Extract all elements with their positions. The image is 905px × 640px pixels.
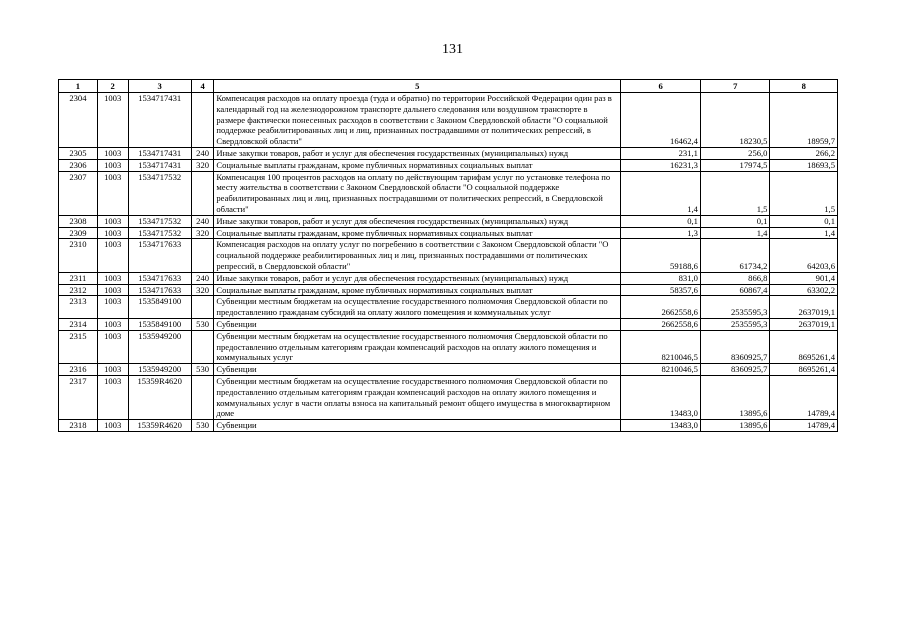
expense-type-cell [191,93,213,148]
amount-year2-cell: 1,4 [700,227,770,239]
budget-table [58,79,838,432]
section-code-cell: 1003 [97,364,128,376]
expense-type-cell: 240 [191,147,213,159]
row-number-cell: 2310 [59,239,98,272]
target-article-cell: 1534717431 [128,147,191,159]
description-cell: Социальные выплаты гражданам, кроме публичных нормативных социальных выплат [214,227,621,239]
section-code-cell: 1003 [97,171,128,215]
section-code-cell: 1003 [97,93,128,148]
amount-year2-cell: 2535595,3 [700,296,770,319]
column-header: 5 [214,80,621,93]
row-number-cell: 2317 [59,375,98,419]
amount-year2-cell: 61734,2 [700,239,770,272]
section-code-cell: 1003 [97,239,128,272]
row-number-cell: 2312 [59,284,98,296]
amount-year1-cell: 831,0 [621,272,701,284]
table-row [59,296,838,319]
amount-year1-cell: 16462,4 [621,93,701,148]
amount-year3-cell: 18693,5 [770,159,838,171]
target-article-cell: 1534717532 [128,171,191,215]
page-number: 131 [442,42,463,57]
amount-year3-cell: 18959,7 [770,93,838,148]
description-cell: Социальные выплаты гражданам, кроме публичных нормативных социальных выплат [214,159,621,171]
amount-year2-cell: 60867,4 [700,284,770,296]
expense-type-cell: 320 [191,284,213,296]
row-number-cell: 2304 [59,93,98,148]
amount-year2-cell: 2535595,3 [700,318,770,330]
amount-year1-cell: 0,1 [621,215,701,227]
amount-year1-cell: 1,3 [621,227,701,239]
expense-type-cell: 240 [191,215,213,227]
target-article-cell: 1535849100 [128,296,191,319]
table-body [59,93,838,432]
amount-year3-cell: 64203,6 [770,239,838,272]
expense-type-cell: 530 [191,420,213,432]
section-code-cell: 1003 [97,215,128,227]
section-code-cell: 1003 [97,284,128,296]
table-row [59,147,838,159]
row-number-cell: 2315 [59,330,98,363]
description-cell: Иные закупки товаров, работ и услуг для обеспечения государственных (муниципальных) нужд [214,272,621,284]
amount-year2-cell: 1,5 [700,171,770,215]
target-article-cell: 1534717633 [128,239,191,272]
table-row [59,215,838,227]
column-header: 3 [128,80,191,93]
description-cell: Компенсация 100 процентов расходов на оплату по действующим тарифам услуг по установке телефона по месту жительства в соответствии с Законом Свердловской области "О социальной поддержке реабилитированных лиц и лиц, признанных пострадавшими от политических репрессий, в Свердловской области" [214,171,621,215]
expense-type-cell [191,171,213,215]
description-cell: Субвенции [214,364,621,376]
amount-year2-cell: 13895,6 [700,420,770,432]
amount-year3-cell: 266,2 [770,147,838,159]
amount-year1-cell: 13483,0 [621,420,701,432]
column-header: 7 [700,80,770,93]
table-row [59,375,838,419]
column-header: 8 [770,80,838,93]
amount-year1-cell: 2662558,6 [621,296,701,319]
expense-type-cell: 530 [191,364,213,376]
section-code-cell: 1003 [97,272,128,284]
amount-year3-cell: 8695261,4 [770,330,838,363]
target-article-cell: 1535849100 [128,318,191,330]
expense-type-cell: 240 [191,272,213,284]
table-row [59,93,838,148]
amount-year1-cell: 13483,0 [621,375,701,419]
amount-year1-cell: 1,4 [621,171,701,215]
column-header: 6 [621,80,701,93]
row-number-cell: 2311 [59,272,98,284]
table-row [59,239,838,272]
amount-year2-cell: 13895,6 [700,375,770,419]
target-article-cell: 1535949200 [128,330,191,363]
row-number-cell: 2318 [59,420,98,432]
expense-type-cell: 530 [191,318,213,330]
target-article-cell: 1534717532 [128,215,191,227]
amount-year3-cell: 0,1 [770,215,838,227]
amount-year2-cell: 256,0 [700,147,770,159]
expense-type-cell [191,330,213,363]
row-number-cell: 2314 [59,318,98,330]
expense-type-cell [191,296,213,319]
amount-year2-cell: 17974,5 [700,159,770,171]
section-code-cell: 1003 [97,147,128,159]
target-article-cell: 15359R4620 [128,420,191,432]
amount-year1-cell: 58357,6 [621,284,701,296]
column-header: 2 [97,80,128,93]
table-row [59,318,838,330]
amount-year1-cell: 8210046,5 [621,364,701,376]
description-cell: Субвенции [214,420,621,432]
amount-year3-cell: 1,4 [770,227,838,239]
amount-year2-cell: 866,8 [700,272,770,284]
target-article-cell: 1534717431 [128,159,191,171]
table-row [59,272,838,284]
amount-year3-cell: 2637019,1 [770,296,838,319]
amount-year2-cell: 18230,5 [700,93,770,148]
expense-type-cell [191,239,213,272]
description-cell: Социальные выплаты гражданам, кроме публичных нормативных социальных выплат [214,284,621,296]
amount-year2-cell: 0,1 [700,215,770,227]
amount-year3-cell: 1,5 [770,171,838,215]
target-article-cell: 1534717431 [128,93,191,148]
amount-year3-cell: 14789,4 [770,375,838,419]
description-cell: Субвенции местным бюджетам на осуществление государственного полномочия Свердловской области по предоставлению отдельным категориям граждан компенсаций расходов на оплату жилого помещения и коммунальных услуг [214,330,621,363]
target-article-cell: 1534717633 [128,284,191,296]
amount-year3-cell: 14789,4 [770,420,838,432]
target-article-cell: 1535949200 [128,364,191,376]
expense-type-cell [191,375,213,419]
section-code-cell: 1003 [97,330,128,363]
description-cell: Субвенции местным бюджетам на осуществление государственного полномочия Свердловской области по предоставлению отдельным категориям граждан компенсаций расходов на оплату жилого помещения и коммунальных услуг в части оплаты взноса на капитальный ремонт общего имущества в многоквартирном доме [214,375,621,419]
amount-year3-cell: 8695261,4 [770,364,838,376]
row-number-cell: 2308 [59,215,98,227]
amount-year3-cell: 63302,2 [770,284,838,296]
expense-type-cell: 320 [191,159,213,171]
column-header: 4 [191,80,213,93]
section-code-cell: 1003 [97,159,128,171]
expense-type-cell: 320 [191,227,213,239]
amount-year3-cell: 2637019,1 [770,318,838,330]
section-code-cell: 1003 [97,420,128,432]
amount-year1-cell: 2662558,6 [621,318,701,330]
amount-year2-cell: 8360925,7 [700,330,770,363]
section-code-cell: 1003 [97,227,128,239]
description-cell: Иные закупки товаров, работ и услуг для обеспечения государственных (муниципальных) нужд [214,215,621,227]
amount-year2-cell: 8360925,7 [700,364,770,376]
row-number-cell: 2316 [59,364,98,376]
row-number-cell: 2305 [59,147,98,159]
row-number-cell: 2307 [59,171,98,215]
table-row [59,171,838,215]
section-code-cell: 1003 [97,375,128,419]
table-row [59,284,838,296]
row-number-cell: 2313 [59,296,98,319]
table-row [59,330,838,363]
description-cell: Компенсация расходов на оплату проезда (туда и обратно) по территории Российской Федерации один раз в календарный год на железнодорожном транспорте дальнего следования или воздушном транспорте в размере фактически понесенных расходов в соответствии с Законом Свердловской области "О социальной поддержке реабилитированных лиц и лиц, признанных пострадавшими от политических репрессий, в Свердловской области" [214,93,621,148]
target-article-cell: 1534717633 [128,272,191,284]
section-code-cell: 1003 [97,296,128,319]
amount-year3-cell: 901,4 [770,272,838,284]
description-cell: Компенсация расходов на оплату услуг по погребению в соответствии с Законом Свердловской области "О социальной поддержке реабилитированных лиц и лиц, признанных пострадавшими от политических репрессий, в Свердловской области" [214,239,621,272]
column-header: 1 [59,80,98,93]
description-cell: Иные закупки товаров, работ и услуг для обеспечения государственных (муниципальных) нужд [214,147,621,159]
table-row [59,364,838,376]
target-article-cell: 15359R4620 [128,375,191,419]
table-row [59,420,838,432]
table-row [59,227,838,239]
row-number-cell: 2309 [59,227,98,239]
row-number-cell: 2306 [59,159,98,171]
amount-year1-cell: 8210046,5 [621,330,701,363]
amount-year1-cell: 16231,3 [621,159,701,171]
description-cell: Субвенции местным бюджетам на осуществление государственного полномочия Свердловской области по предоставлению гражданам субсидий на оплату жилого помещения и коммунальных услуг [214,296,621,319]
table-header-row [59,80,838,93]
amount-year1-cell: 231,1 [621,147,701,159]
table-row [59,159,838,171]
description-cell: Субвенции [214,318,621,330]
section-code-cell: 1003 [97,318,128,330]
amount-year1-cell: 59188,6 [621,239,701,272]
target-article-cell: 1534717532 [128,227,191,239]
